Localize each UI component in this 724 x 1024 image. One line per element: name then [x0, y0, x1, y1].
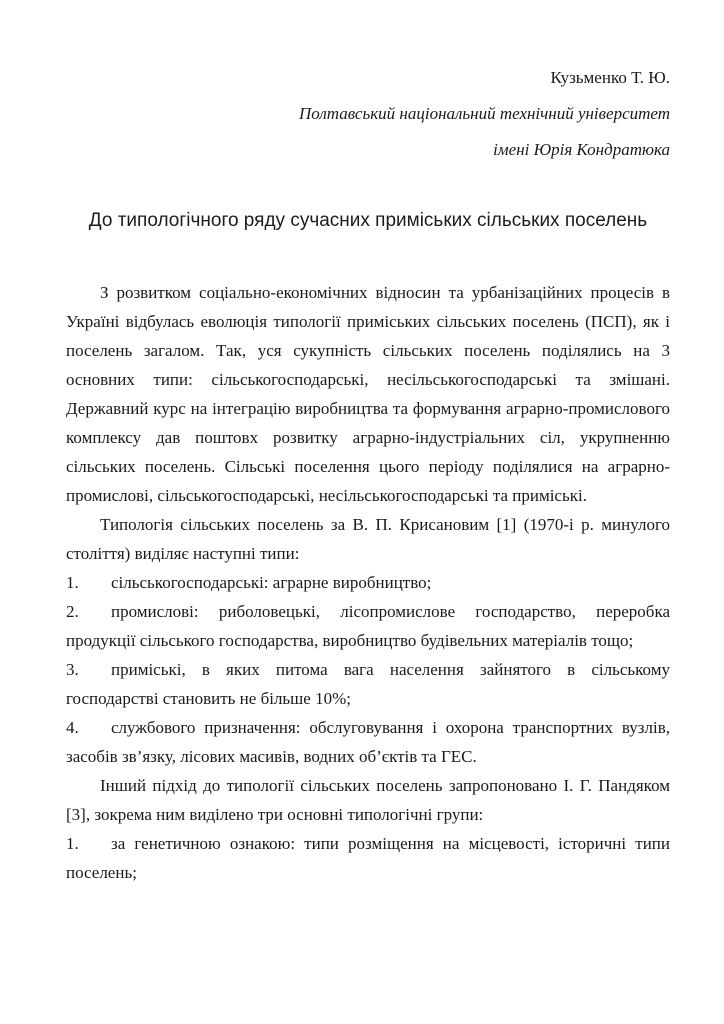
body-paragraph: Інший підхід до типології сільських поселень запропоновано І. Г. Пандяком [3], зокрема ним виділено три основні типологічні групи:	[66, 776, 670, 824]
item-number: 1.	[66, 834, 79, 853]
numbered-item: 3. приміські, в яких питома вага населення зайнятого в сільському господарстві становить не більше 10%;	[66, 655, 670, 713]
author-name: Кузьменко Т. Ю.	[550, 68, 670, 87]
body-paragraph: З розвитком соціально-економічних відносин та урбанізаційних процесів в Україні відбулась еволюція типології приміських сільських поселень (ПСП), як і поселень загалом. Так, уся сукупність сільських поселень поділялись на 3 основних типи: сільськогосподарські, несільськогосподарські та змішані. Державний курс на інтеграцію виробництва та формування аграрно-промислового комплексу дав поштовх розвитку аграрно-індустріальних сіл, укрупненню сільських поселень. Сільські поселення цього періоду поділялися на аграрно-промислові, сільськогосподарські, несільськогосподарські та приміські.	[66, 283, 670, 505]
article-title: До типологічного ряду сучасних приміських сільських поселень	[88, 210, 648, 231]
affiliation-line-2: імені Юрія Кондратюка	[493, 140, 670, 159]
affiliation-line-1: Полтавський національний технічний університет	[299, 104, 670, 123]
item-number: 3.	[66, 660, 79, 679]
numbered-item: 2. промислові: риболовецькі, лісопромислове господарство, переробка продукції сільського господарства, виробництво будівельних матеріалів тощо;	[66, 597, 670, 655]
numbered-item: 4. службового призначення: обслуговування і охорона транспортних вузлів, засобів зв’язку, лісових масивів, водних об’єктів та ГЕС.	[66, 713, 670, 771]
document-header	[66, 60, 670, 168]
body-paragraph: Типологія сільських поселень за В. П. Крисановим [1] (1970-і р. минулого століття) виділяє наступні типи:	[66, 515, 670, 563]
numbered-item: 1. сільськогосподарські: аграрне виробництво;	[66, 568, 670, 597]
item-number: 4.	[66, 718, 79, 737]
article-body	[66, 278, 670, 887]
item-number: 1.	[66, 573, 79, 592]
numbered-item: 1. за генетичною ознакою: типи розміщення на місцевості, історичні типи поселень;	[66, 829, 670, 887]
item-number: 2.	[66, 602, 79, 621]
